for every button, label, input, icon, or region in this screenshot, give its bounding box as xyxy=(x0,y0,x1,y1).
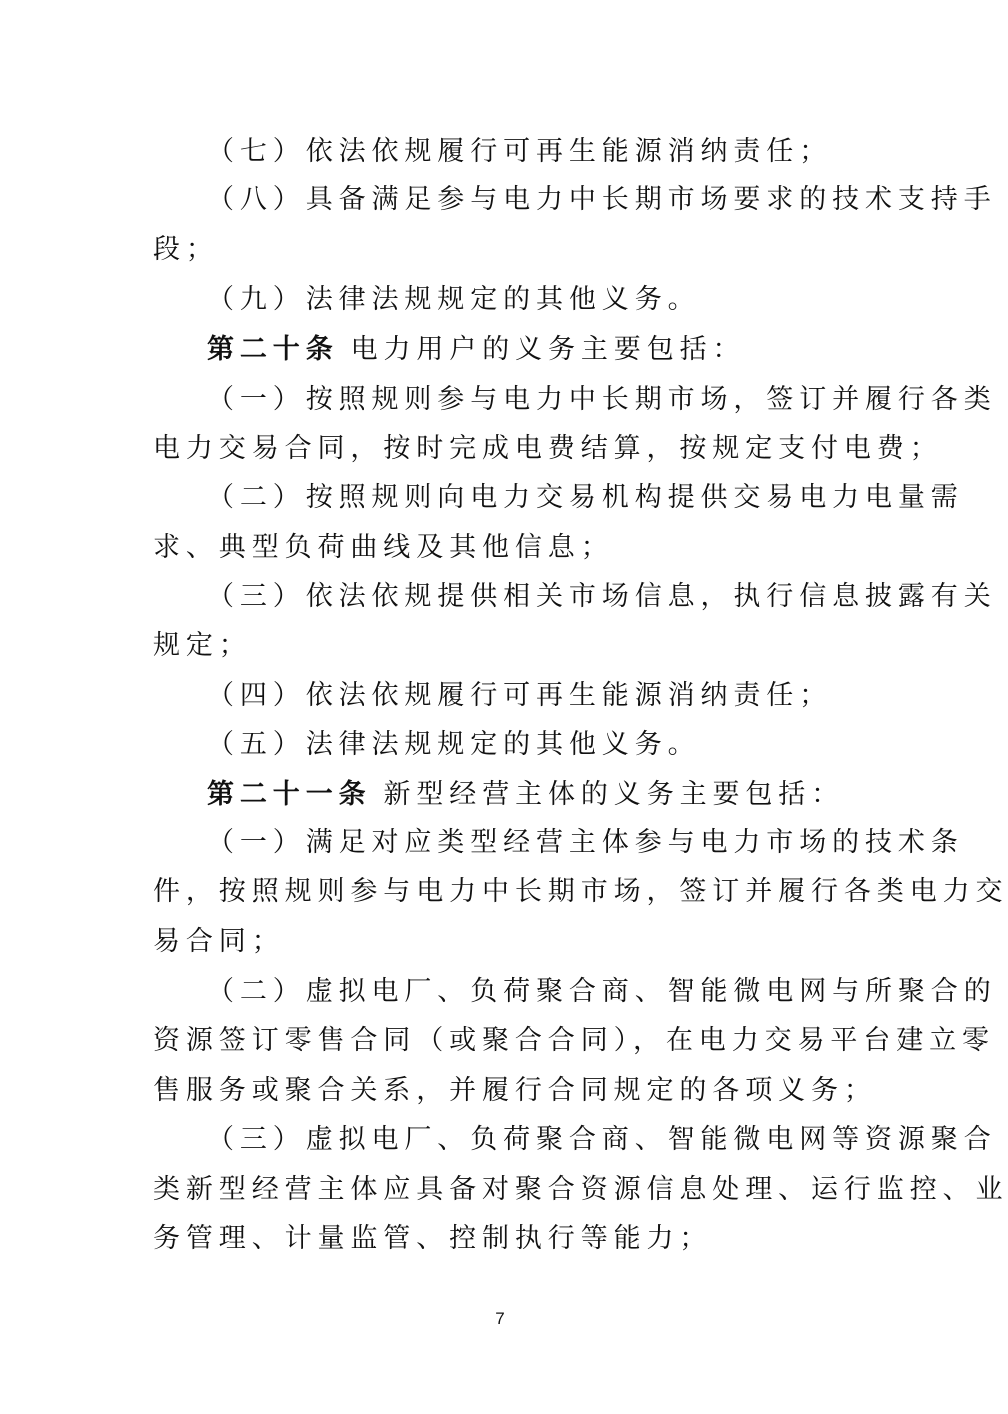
article-21-title: 第二十一条 xyxy=(207,779,372,810)
article-20-text: 电力用户的义务主要包括： xyxy=(350,334,746,365)
clause-1-continued: 电力交易合同，按时完成电费结算，按规定支付电费； xyxy=(153,433,943,464)
clause-2-continued: 售服务或聚合关系，并履行合同规定的各项义务； xyxy=(153,1075,877,1106)
clause-3: （三）依法依规提供相关市场信息，执行信息披露有关 xyxy=(207,581,997,612)
article-20-heading xyxy=(207,326,853,374)
page-number: 7 xyxy=(495,1309,505,1328)
clause-2-continued: 求、典型负荷曲线及其他信息； xyxy=(153,532,614,563)
clause-1-continued: 易合同； xyxy=(153,926,285,957)
clause-9: （九）法律法规规定的其他义务。 xyxy=(207,284,701,315)
article-21-text: 新型经营主体的义务主要包括： xyxy=(383,779,845,810)
clause-5: （五）法律法规规定的其他义务。 xyxy=(207,729,701,760)
clause-1: （一）满足对应类型经营主体参与电力市场的技术条 xyxy=(207,827,964,858)
article-21-heading xyxy=(207,771,853,819)
clause-2: （二）虚拟电厂、负荷聚合商、智能微电网与所聚合的 xyxy=(207,976,997,1007)
clause-3-continued: 规定； xyxy=(153,630,252,661)
clause-8-continued: 段； xyxy=(153,234,219,265)
clause-2: （二）按照规则向电力交易机构提供交易电力电量需 xyxy=(207,482,964,513)
clause-3: （三）虚拟电厂、负荷聚合商、智能微电网等资源聚合 xyxy=(207,1124,997,1155)
clause-3-continued: 类新型经营主体应具备对聚合资源信息处理、运行监控、业 xyxy=(153,1174,1008,1205)
clause-4: （四）依法依规履行可再生能源消纳责任； xyxy=(207,680,833,711)
clause-2-continued: 资源签订零售合同（或聚合合同），在电力交易平台建立零 xyxy=(153,1025,995,1056)
clause-1-continued: 件，按照规则参与电力中长期市场，签订并履行各类电力交 xyxy=(153,876,1008,907)
clause-8: （八）具备满足参与电力中长期市场要求的技术支持手 xyxy=(207,184,997,215)
clause-3-continued: 务管理、计量监管、控制执行等能力； xyxy=(153,1223,713,1254)
article-20-title: 第二十条 xyxy=(207,334,339,365)
clause-1: （一）按照规则参与电力中长期市场，签订并履行各类 xyxy=(207,384,997,415)
clause-7: （七）依法依规履行可再生能源消纳责任； xyxy=(207,136,833,167)
